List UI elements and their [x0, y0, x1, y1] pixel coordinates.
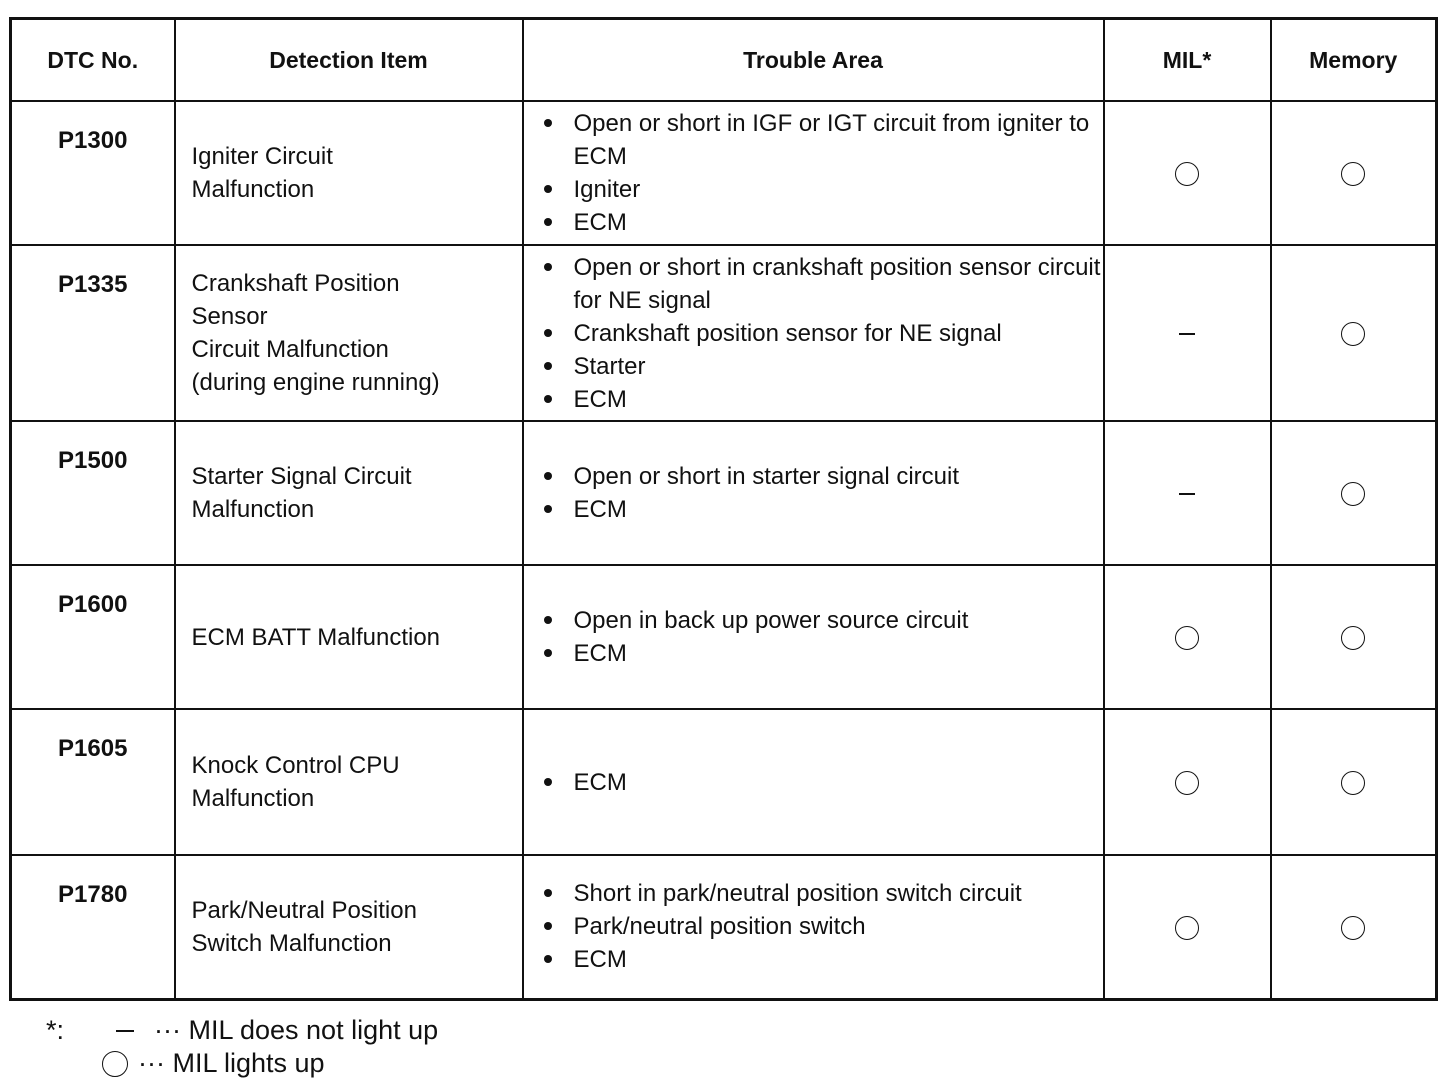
footnote-circle-text: ··· MIL lights up — [138, 1048, 325, 1078]
mil-cell — [1104, 245, 1271, 421]
trouble-area-item: Starter — [542, 350, 1103, 383]
table-row — [11, 855, 1437, 999]
trouble-area-cell — [523, 855, 1104, 999]
trouble-area-item: ECM — [542, 943, 1103, 976]
table-row — [11, 709, 1437, 855]
memory-cell — [1271, 245, 1437, 421]
trouble-area-cell — [523, 101, 1104, 245]
table-row — [11, 421, 1437, 565]
trouble-area-item: Open or short in crankshaft position sensor circuit for NE signal — [542, 251, 1103, 317]
dtc-number: P1780 — [58, 881, 128, 908]
header-dtc-no: DTC No. — [11, 19, 175, 102]
trouble-area-item: Open in back up power source circuit — [542, 604, 1103, 637]
dtc-number: P1605 — [58, 735, 128, 762]
dash-icon — [1179, 493, 1195, 495]
header-trouble-area: Trouble Area — [523, 19, 1104, 102]
circle-icon — [1341, 916, 1365, 940]
trouble-area-item: Igniter — [542, 173, 1103, 206]
circle-icon — [1175, 916, 1199, 940]
table-row — [11, 101, 1437, 245]
trouble-area-cell — [523, 565, 1104, 709]
dash-icon — [1179, 333, 1195, 335]
trouble-area-list — [542, 460, 1103, 526]
dtc-table — [9, 17, 1438, 1001]
table-row — [11, 565, 1437, 709]
dtc-number-cell — [11, 565, 175, 709]
footnote-circle-row — [46, 1047, 438, 1080]
circle-icon — [1341, 322, 1365, 346]
circle-icon — [1175, 771, 1199, 795]
trouble-area-item: ECM — [542, 637, 1103, 670]
detection-item-line: Switch Malfunction — [191, 929, 392, 957]
detection-item-line: Malfunction — [191, 176, 315, 203]
detection-item-cell — [175, 101, 523, 245]
trouble-area-item: Open or short in starter signal circuit — [542, 460, 1103, 493]
detection-item-line: Sensor — [191, 303, 268, 330]
footnote — [46, 1014, 438, 1080]
dtc-number-cell — [11, 855, 175, 999]
detection-item-line: Malfunction — [191, 785, 315, 812]
memory-cell — [1271, 855, 1437, 999]
footnote-dash-row — [46, 1014, 438, 1047]
mil-cell — [1104, 709, 1271, 855]
trouble-area-cell — [523, 245, 1104, 421]
memory-cell — [1271, 565, 1437, 709]
detection-item-line: Circuit Malfunction — [191, 336, 389, 363]
trouble-area-item: Open or short in IGF or IGT circuit from igniter to ECM — [542, 107, 1103, 173]
memory-cell — [1271, 709, 1437, 855]
circle-icon — [1175, 162, 1199, 186]
circle-icon — [1341, 162, 1365, 186]
mil-cell — [1104, 565, 1271, 709]
header-row — [11, 19, 1437, 102]
trouble-area-item: Crankshaft position sensor for NE signal — [542, 317, 1103, 350]
detection-item-line: Knock Control CPU — [191, 752, 400, 779]
detection-item-cell — [175, 855, 523, 999]
detection-item-cell — [175, 245, 523, 421]
dtc-number: P1300 — [58, 127, 128, 154]
trouble-area-item: ECM — [542, 206, 1103, 239]
detection-item-line: Park/Neutral Position — [191, 896, 417, 924]
detection-item-cell — [175, 421, 523, 565]
dtc-number-cell — [11, 421, 175, 565]
trouble-area-list — [542, 251, 1103, 416]
trouble-area-list — [542, 766, 1103, 799]
circle-icon — [1341, 626, 1365, 650]
circle-icon — [1341, 771, 1365, 795]
trouble-area-cell — [523, 709, 1104, 855]
mil-cell — [1104, 101, 1271, 245]
dtc-number: P1335 — [58, 271, 128, 298]
detection-item-line: Crankshaft Position — [191, 270, 400, 297]
circle-symbol-icon — [102, 1051, 132, 1077]
trouble-area-item: ECM — [542, 493, 1103, 526]
circle-icon — [1341, 482, 1365, 506]
detection-item-line: Igniter Circuit — [191, 143, 333, 170]
dtc-number: P1600 — [58, 591, 128, 618]
table-body — [11, 101, 1437, 999]
detection-item-line: ECM BATT Malfunction — [191, 623, 441, 651]
detection-item-line: Malfunction — [191, 496, 315, 523]
header-detection-item: Detection Item — [175, 19, 523, 102]
dtc-number-cell — [11, 245, 175, 421]
dtc-number-cell — [11, 101, 175, 245]
mil-cell — [1104, 855, 1271, 999]
trouble-area-item: Short in park/neutral position switch circuit — [542, 877, 1103, 910]
header-mil: MIL* — [1104, 19, 1271, 102]
dash-symbol-icon — [102, 1030, 148, 1032]
detection-item-cell — [175, 709, 523, 855]
footnote-dash-text: ··· MIL does not light up — [154, 1015, 439, 1045]
memory-cell — [1271, 101, 1437, 245]
mil-cell — [1104, 421, 1271, 565]
dtc-number: P1500 — [58, 447, 128, 474]
header-memory: Memory — [1271, 19, 1437, 102]
table-row — [11, 245, 1437, 421]
trouble-area-item: Park/neutral position switch — [542, 910, 1103, 943]
trouble-area-list — [542, 107, 1103, 239]
detection-item-cell — [175, 565, 523, 709]
detection-item-line: Starter Signal Circuit — [191, 463, 412, 490]
trouble-area-item: ECM — [542, 766, 1103, 799]
trouble-area-cell — [523, 421, 1104, 565]
circle-icon — [1175, 626, 1199, 650]
footnote-marker: *: — [46, 1015, 65, 1045]
trouble-area-list — [542, 604, 1103, 670]
dtc-number-cell — [11, 709, 175, 855]
memory-cell — [1271, 421, 1437, 565]
detection-item-line: (during engine running) — [191, 369, 440, 396]
trouble-area-list — [542, 877, 1103, 976]
trouble-area-item: ECM — [542, 383, 1103, 416]
